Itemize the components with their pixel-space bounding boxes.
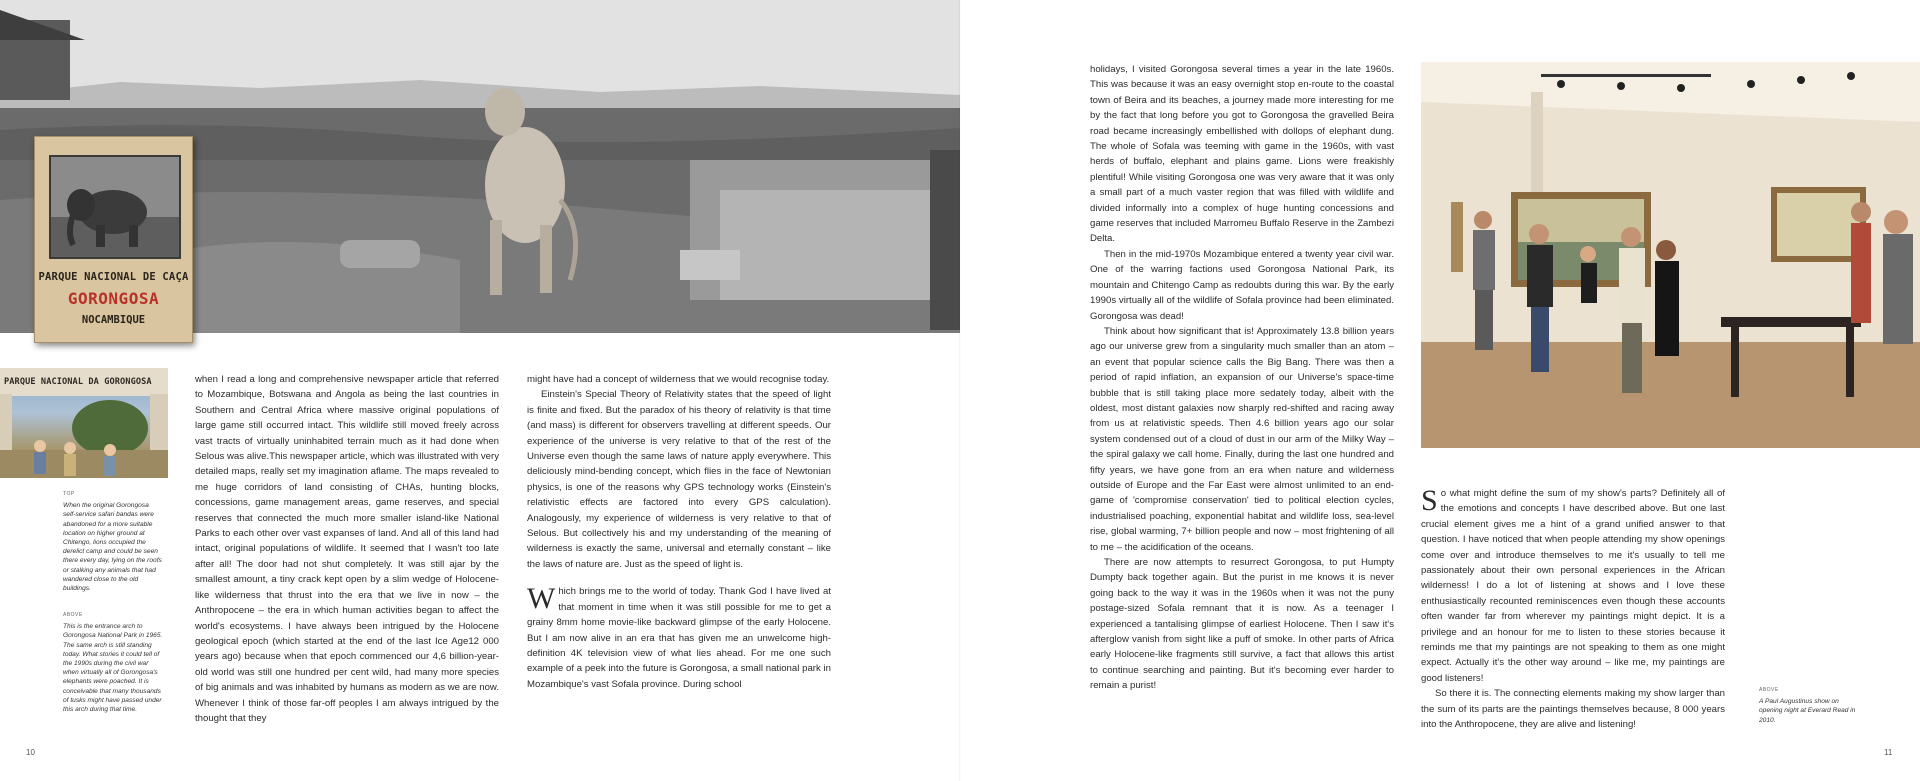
caption-top-text: When the original Gorongosa self-service safari bandas were abandoned for a more suitable location on higher ground at Chitengo, lions occupied the derelict camp and could be seen there every day, lying on the roofs or stalking any animals that had wandered close to the old buildings. — [63, 502, 162, 593]
right-column-2 — [1421, 486, 1725, 733]
right-col1-paragraph-3: Think about how significant that is! Approximately 13.8 billion years ago our universe grew from a singularity much smaller than an atom – an event that popular science calls the Big Bang. There was then a period of rapid inflation, an expansion of our Universe's space-time bubble that is still taking place more sedately today, albeit with the oldest, most distant galaxies now sharply red-shifted and racing away from us at relativistic speeds. Then 4.6 billion years ago our solar system condensed out of a cloud of dust in our arm of the Milky Way – the spiral galaxy we call home. Finally, during the last one hundred and fifty years, we have gone from an era when nature and wilderness outside of Europe and the Far East were almost unlimited to an end-game of 'compromise conservation' tied to political election cycles, industrialised poaching, exponential habitat and wildlife loss, sea-level rise, global warming, 7+ billion people and now – most frightening of all to me – the acidification of the oceans. — [1090, 325, 1394, 553]
right-col1-paragraph-2: Then in the mid-1970s Mozambique entered a twenty year civil war. One of the warring factions used Gorongosa National Park, its mountain and Chitengo Camp as redoubts during this war. By the early 1990s virtually all of the wildlife of Sofala province had been eliminated. Gorongosa was dead! — [1090, 248, 1394, 322]
caption-top — [63, 490, 163, 593]
dropcap-w: W — [527, 582, 556, 616]
caption-above-right-text: A Paul Augustinus show on opening night at Everard Read in 2010. — [1759, 698, 1856, 724]
dropcap-s: S — [1421, 484, 1438, 517]
entrance-arch-text: PARQUE NACIONAL DA GORONGOSA — [4, 377, 152, 387]
right-col2-paragraph-1 — [1421, 486, 1725, 686]
caption-above-left-text: This is the entrance arch to Gorongosa National Park in 1965. The same arch is still standing today. What stories it could tell of the 1990s during the civil war when virtually all of Gorongosa's elephants were poached. It is conceivable that many thousands of tusks might have passed under this arch during that time. — [63, 623, 163, 714]
page-number-right: 11 — [1884, 748, 1893, 757]
sign-line-mocambique: NOCAMBIQUE — [81, 314, 146, 326]
right-column-1 — [1090, 62, 1394, 694]
gallery-photo — [1421, 62, 1920, 448]
caption-above-left — [63, 611, 163, 714]
right-col1-paragraph-4: There are now attempts to resurrect Gorongosa, to put Humpty Dumpty back together again. But the purist in me knows it is never going back to the way it was in the 1960s when it was not the puny postage-sized Sofala remnant that it is now. As a teenager I experienced a tantalising glimpse of earliest Holocene. Then I saw it's afterglow vanish from sight like a puff of smoke. In other parts of Africa early Holocene-like fragments still survive, a fact that allows this artist to continue searching and painting. But it's becoming ever harder to remain a purist! — [1090, 557, 1394, 692]
left-col2-paragraph-1: might have had a concept of wilderness that we would recognise today. — [527, 374, 830, 385]
caption-top-label: TOP — [63, 491, 75, 497]
right-col2-paragraph-1-text: o what might define the sum of my show's parts? Definitely all of the emotions and concepts I have described above. But one last crucial element gives me a hint of a grand unified answer to that question. I have noticed that when people attending my show openings come over and introduce themselves to me it's usually to tell me passionately about their own personal experiences in the African wilderness! I do a lot of listening at shows and I love these enthusiastically recounted reminiscences even though these accounts often wander far from wherever my paintings might depict. It is a privilege and an honour for me to listen to these stories because it reminds me that my paintings are not speaking to them as one might expect. Actually it's the other way around – like me, my paintings are good listeners! — [1421, 488, 1725, 684]
caption-above-right — [1759, 686, 1859, 725]
gallery-photo-scene — [1421, 62, 1920, 448]
left-column-1 — [195, 372, 499, 726]
left-column-2 — [527, 372, 831, 692]
entrance-arch-photo — [0, 368, 168, 478]
caption-above-right-label: ABOVE — [1759, 687, 1779, 693]
left-col2-paragraph-3 — [527, 584, 831, 692]
left-col1-paragraph: when I read a long and comprehensive newspaper article that referred to Mozambique, Botswana and Angola as being the last countries in Southern and Central Africa where massive original populations of large game still occurred intact. This wildlife still moved freely across vast tracts of virtually uninhabited terrain much as it had done when Selous was alive.This newspaper article, which was illustrated with very detailed maps, really set my imagination aflame. The maps revealed to me huge corridors of land consisting of CHAs, hunting blocks, concessions, game management areas, game reserves, and special reserves that connected the much more smaller island-like National Parks to each other over vast expanses of land. And all of this land had intact, original populations of wildlife. It seemed that I wasn't too late after all! The door had not shut completely. It was still ajar by the smallest amount, a tiny crack kept open by a slim wedge of Holocene-like wilderness that thrust into the era that we live in now – the Anthropocene – the era in which human activities began to affect the world's ecosystems. I have always been intrigued by the Holocene geological epoch (which started at the end of the last Ice Age12 000 years ago) because when that epoch commenced our 4,6 billion-year-old world was still one hundred per cent wild, had many more species of big animals and was inhabited by humans as modern as we are now. Whenever I think of those far-off peoples I am always intrigued by the thought that they — [195, 374, 499, 724]
page-number-left: 10 — [26, 748, 35, 757]
sign-line-parque: PARQUE NACIONAL DE CAÇA — [38, 271, 189, 283]
right-col1-paragraph-1: holidays, I visited Gorongosa several times a year in the late 1960s. This was because it was an easy overnight stop en-route to the coastal town of Beira and its beaches, a journey made more interesting for me by the fact that long before you got to Gorongosa the gravelled Beira road became increasingly embellished with dollops of elephant dung. The whole of Sofala was teeming with game in the 1960s, with vast herds of buffalo, elephant and plains game. Lions were freakishly plentiful! While visiting Gorongosa one was very aware that it was only a small part of a much vaster region that was filled with wildlife and divided informally into a complex of huge hunting concessions and game reserves that included Marromeu Buffalo Reserve in the Zambezi Delta. — [1090, 64, 1394, 245]
park-sign-card — [34, 136, 193, 343]
elephant-photo — [49, 155, 181, 259]
sign-line-gorongosa: GORONGOSA — [67, 289, 160, 308]
caption-above-left-label: ABOVE — [63, 612, 83, 618]
left-col2-paragraph-3-text: hich brings me to the world of today. Thank God I have lived at that moment in time when it was still possible for me to get a grainy 8mm home movie-like backward glimpse of the early Holocene. But I am now alive in an era that has given me an unwelcome high-definition 4K television view of what lies ahead. For me one such example of a peek into the future is Gorongosa, a small national park in Mozambique's vast Sofala province. During school — [527, 586, 831, 690]
right-col2-paragraph-2: So there it is. The connecting elements making my show larger than the sum of its parts are the paintings themselves because, 8 000 years into the Anthropocene, they are alive and listening! — [1421, 688, 1725, 731]
left-col2-paragraph-2: Einstein's Special Theory of Relativity states that the speed of light is finite and fixed. But the paradox of his theory of relativity is that time (and mass) is different for observers travelling at different speeds. Our experience of the universe is very relative to that of the rest of the Universe even though the same laws of nature apply everywhere. This deliciously mind-bending concept, which flies in the face of Newtonian physics, is one of the reasons why GPS technology works (Einstein's relativistic effects are factored into every GPS calculation). Analogously, my experience of wilderness is very relative to that of Selous. But collectively his and my understanding of the meaning of wilderness is exactly the same, universal and eternally constant – like the laws of nature are. Just as the speed of light is. — [527, 389, 831, 570]
